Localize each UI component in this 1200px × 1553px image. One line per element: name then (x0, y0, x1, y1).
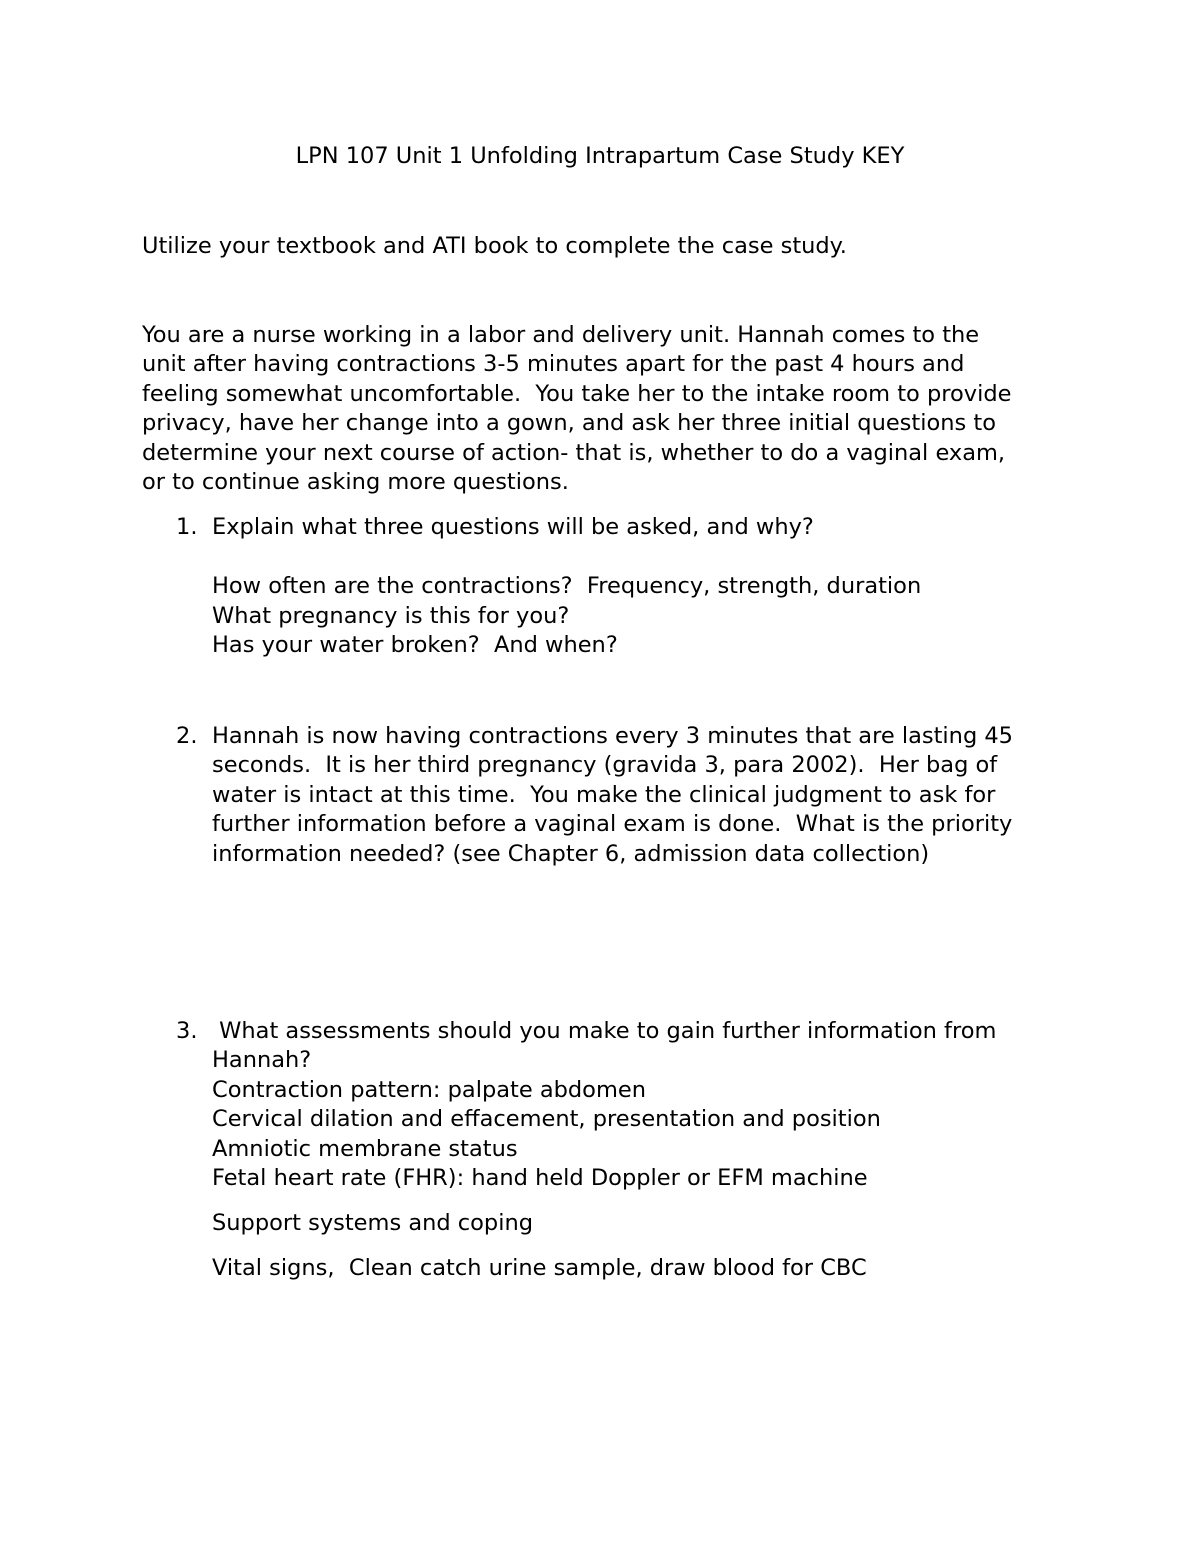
question-number: 3. (176, 1018, 198, 1044)
answer-line: Contraction pattern: palpate abdomen (212, 1077, 646, 1103)
question-text: Hannah is now having contractions every 3 minutes that are lasting 45 (212, 723, 1014, 749)
scenario-line: feeling somewhat uncomfortable. You take her to the intake room to provide (142, 381, 1012, 407)
scenario-line: privacy, have her change into a gown, and ask her three initial questions to (142, 410, 996, 436)
question-text: water is intact at this time. You make the clinical judgment to ask for (212, 782, 996, 808)
answer-line: Vital signs, Clean catch urine sample, draw blood for CBC (212, 1255, 867, 1281)
question-text: further information before a vaginal exam is done. What is the priority (212, 811, 1013, 837)
answer-line: Support systems and coping (212, 1210, 534, 1236)
answer-line: Cervical dilation and effacement, presentation and position (212, 1106, 881, 1132)
question-text: Explain what three questions will be asked, and why? (212, 514, 814, 540)
question-text: What assessments should you make to gain further information from (212, 1018, 997, 1044)
scenario-line: unit after having contractions 3-5 minutes apart for the past 4 hours and (142, 351, 965, 377)
scenario-line: You are a nurse working in a labor and delivery unit. Hannah comes to the (142, 322, 980, 348)
answer-line: How often are the contractions? Frequency, strength, duration (212, 573, 922, 599)
answer-line: Amniotic membrane status (212, 1136, 518, 1162)
question-text: Hannah? (212, 1047, 312, 1073)
document-title: LPN 107 Unit 1 Unfolding Intrapartum Case Study KEY (295, 143, 905, 169)
answer-line: What pregnancy is this for you? (212, 603, 570, 629)
question-text: seconds. It is her third pregnancy (gravida 3, para 2002). Her bag of (212, 752, 998, 778)
answer-line: Fetal heart rate (FHR): hand held Doppler or EFM machine (212, 1165, 868, 1191)
scenario-line: determine your next course of action- that is, whether to do a vaginal exam, (142, 440, 1006, 466)
question-number: 2. (176, 723, 198, 749)
answer-line: Has your water broken? And when? (212, 632, 618, 658)
instructions: Utilize your textbook and ATI book to complete the case study. (142, 233, 847, 259)
scenario-line: or to continue asking more questions. (142, 469, 569, 495)
question-text: information needed? (see Chapter 6, admission data collection) (212, 841, 930, 867)
question-number: 1. (176, 514, 198, 540)
